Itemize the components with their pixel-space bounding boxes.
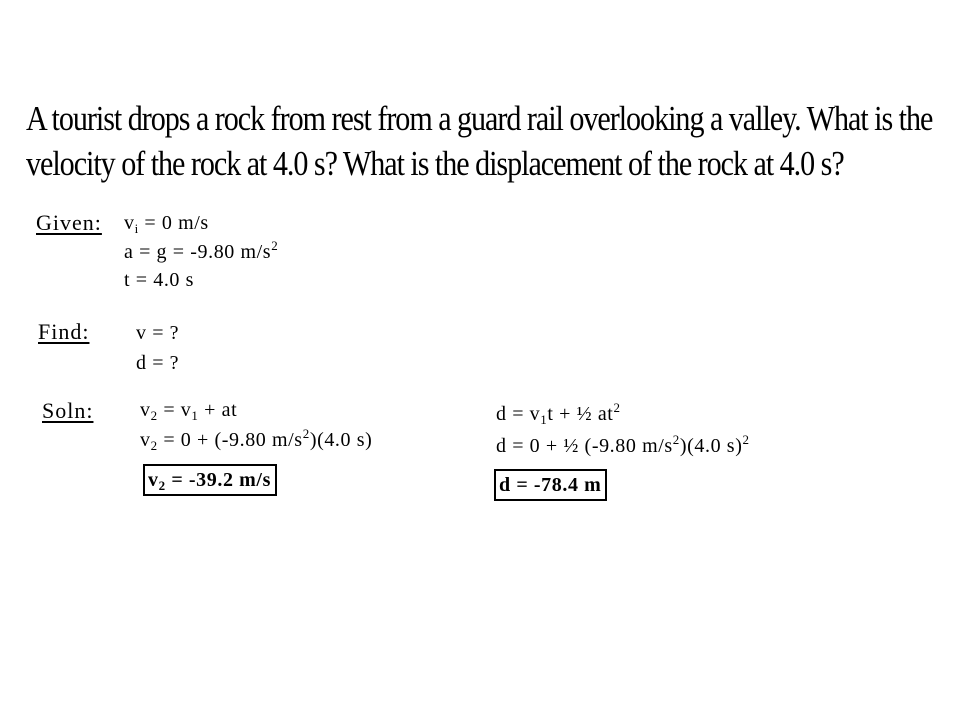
v-eq2-sub1: 2 (150, 438, 158, 453)
given-acceleration-text: a = g = -9.80 m/s (124, 241, 272, 263)
given-time: t = 4.0 s (124, 269, 195, 291)
v-eq1-part2: = v (157, 399, 192, 421)
displacement-answer-box: d = -78.4 m (494, 469, 607, 501)
soln-label: Soln: (42, 398, 94, 423)
d-eq1-sub: 1 (540, 412, 548, 427)
d-eq1-part2: t + ½ at (547, 403, 614, 425)
given-label: Given: (36, 210, 102, 235)
d-eq2-part1: d = 0 + ½ (-9.80 m/s (496, 435, 673, 457)
v-answer-sub: 2 (158, 478, 166, 493)
velocity-substitution (140, 428, 372, 452)
d-eq1-part1: d = v (496, 403, 541, 425)
v-answer-part1: v (148, 469, 159, 491)
v-eq1-part1: v (140, 399, 151, 421)
v-eq1-sub2: 1 (191, 408, 199, 423)
v-eq1-part3: + at (198, 399, 238, 421)
d-eq2-part2: )(4.0 s) (679, 435, 743, 457)
given-vi-subscript: i (134, 221, 139, 236)
d-eq1-sup: 2 (613, 400, 621, 415)
v-eq2-part1: v (140, 429, 151, 451)
d-eq2-sup2: 2 (742, 432, 750, 447)
question-line-1: A tourist drops a rock from rest from a guard rail overlooking a valley. What is the (26, 99, 933, 138)
question-line-2: velocity of the rock at 4.0 s? What is the displacement of the rock at 4.0 s? (26, 144, 844, 183)
find-velocity: v = ? (136, 322, 180, 344)
question-text (26, 96, 933, 186)
given-vi-value: = 0 m/s (138, 212, 209, 234)
v-eq2-part2: = 0 + (-9.80 m/s (157, 429, 303, 451)
v-eq1-sub1: 2 (150, 408, 158, 423)
v-answer-part2: = -39.2 m/s (165, 469, 271, 491)
find-displacement: d = ? (136, 352, 180, 374)
velocity-equation (140, 398, 237, 422)
given-acceleration-exponent: 2 (271, 238, 279, 253)
given-initial-velocity (124, 211, 209, 235)
d-eq2-sup1: 2 (672, 432, 680, 447)
find-label: Find: (38, 319, 90, 344)
given-acceleration (124, 240, 278, 264)
v-eq2-part3: )(4.0 s) (309, 429, 373, 451)
velocity-answer-box (143, 464, 277, 496)
v-eq2-sup: 2 (302, 426, 310, 441)
displacement-substitution (496, 434, 750, 458)
displacement-equation (496, 402, 621, 426)
given-vi-symbol: v (124, 212, 135, 234)
